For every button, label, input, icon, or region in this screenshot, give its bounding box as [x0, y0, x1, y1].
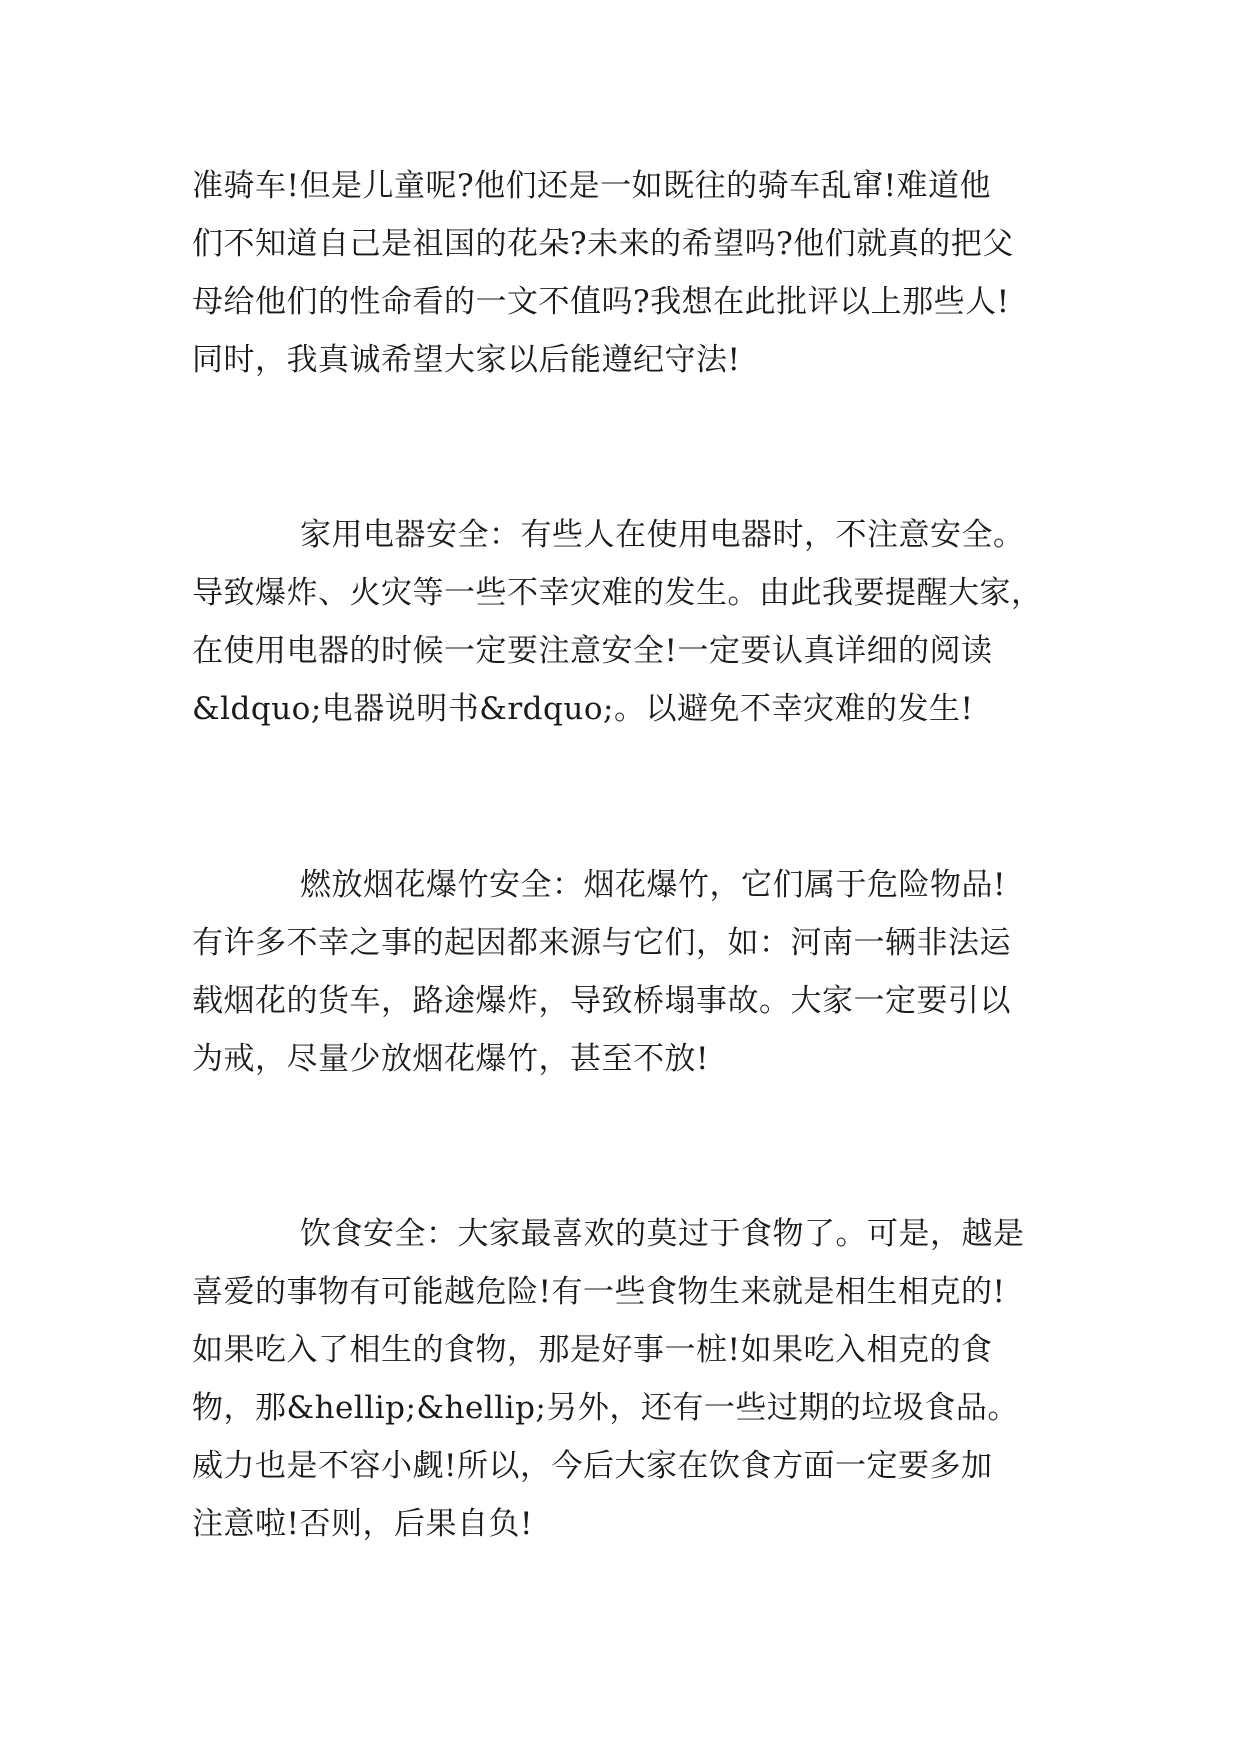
text-line: 载烟花的货车，路途爆炸，导致桥塌事故。大家一定要引以 [192, 983, 1011, 1019]
text-line: 为戒，尽量少放烟花爆竹，甚至不放! [192, 1041, 709, 1077]
text-line: 同时，我真诚希望大家以后能遵纪守法! [192, 342, 741, 378]
text-line: 母给他们的性命看的一文不值吗?我想在此批评以上那些人! [192, 284, 1010, 320]
text-line: 如果吃入了相生的食物，那是好事一桩!如果吃入相克的食 [192, 1332, 993, 1368]
text-line: 威力也是不容小觑!所以，今后大家在饮食方面一定要多加 [192, 1448, 993, 1484]
text-line: 燃放烟花爆竹安全：烟花爆竹，它们属于危险物品! [300, 867, 1006, 903]
text-line: 注意啦!否则，后果自负! [192, 1506, 533, 1542]
text-line: 们不知道自己是祖国的花朵?未来的希望吗?他们就真的把父 [192, 226, 1014, 262]
text-line: 喜爱的事物有可能越危险!有一些食物生来就是相生相克的! [192, 1274, 1006, 1310]
text-line: 在使用电器的时候一定要注意安全!一定要认真详细的阅读 [192, 633, 993, 669]
text-line: 准骑车!但是儿童呢?他们还是一如既往的骑车乱窜!难道他 [192, 168, 992, 204]
text-line: &ldquo;电器说明书&rdquo;。以避免不幸灾难的发生! [192, 691, 974, 727]
paragraph-food-safety [192, 1205, 1072, 1553]
text-line: 物，那&hellip;&hellip;另外，还有一些过期的垃圾食品。 [192, 1390, 1019, 1426]
paragraph-fireworks-safety [192, 856, 1072, 1088]
text-line: 饮食安全：大家最喜欢的莫过于食物了。可是，越是 [300, 1216, 1025, 1252]
text-line: 有许多不幸之事的起因都来源与它们，如：河南一辆非法运 [192, 925, 1011, 961]
text-line: 家用电器安全：有些人在使用电器时，不注意安全。 [300, 517, 1025, 553]
paragraph-appliance-safety [192, 506, 1072, 738]
text-line: 导致爆炸、火灾等一些不幸灾难的发生。由此我要提醒大家， [192, 575, 1043, 611]
paragraph-traffic-safety-continued [192, 157, 1072, 389]
